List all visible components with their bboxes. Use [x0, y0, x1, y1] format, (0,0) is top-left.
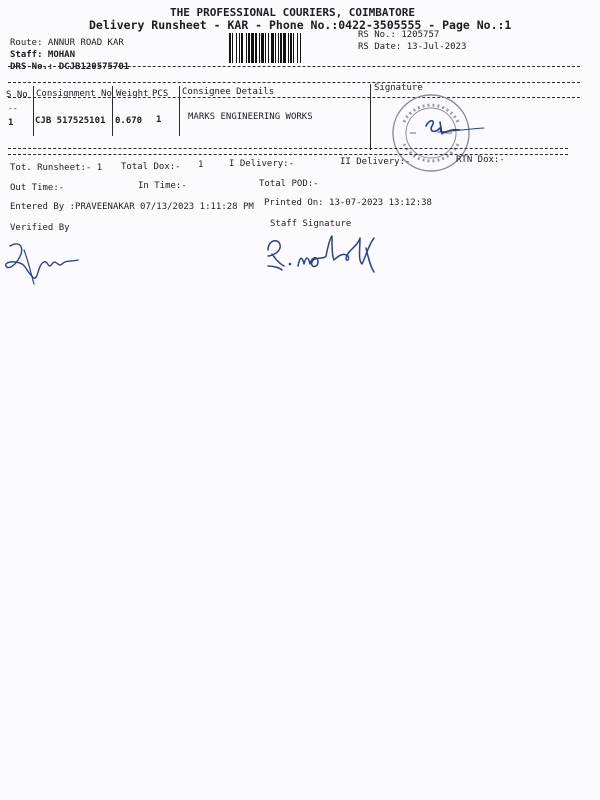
- total-pod: Total POD:-: [259, 179, 319, 189]
- row-consignee: MARKS ENGINEERING WORKS: [188, 112, 313, 122]
- company-title: THE PROFESSIONAL COURIERS, COIMBATORE: [170, 6, 416, 19]
- col-sno: S No: [6, 90, 28, 100]
- separator-line: [8, 82, 580, 83]
- column-divider: [370, 84, 371, 150]
- printed-on: Printed On: 13-07-2023 13:12:38: [264, 198, 432, 208]
- i-delivery: I Delivery:-: [229, 159, 295, 169]
- dash-mark: --: [8, 104, 18, 113]
- row-sno: 1: [8, 118, 14, 128]
- col-weight: Weight: [116, 89, 149, 99]
- staff-signature-label: Staff Signature: [270, 219, 352, 229]
- column-divider: [179, 86, 180, 136]
- separator-line: [8, 66, 580, 67]
- staff-signature: [262, 226, 386, 276]
- verified-by-label: Verified By: [10, 223, 70, 233]
- col-signature: Signature: [374, 83, 423, 93]
- receiver-signature: [420, 112, 492, 146]
- rs-date: RS Date: 13-Jul-2023: [358, 42, 467, 52]
- rs-number: RS No.: 1205757: [358, 30, 440, 40]
- separator-line: [8, 97, 580, 98]
- staff-text: Staff: MOHAN: [10, 50, 76, 60]
- row-pcs: 1: [156, 115, 162, 125]
- drs-number: DRS No.: DCJB120575701: [10, 62, 130, 72]
- column-divider: [112, 86, 113, 136]
- in-time: In Time:-: [138, 181, 187, 191]
- col-consignment: Consignment No: [36, 89, 112, 99]
- verifier-signature: [4, 234, 84, 288]
- total-runsheet: Tot. Runsheet:- 1: [10, 163, 103, 173]
- separator-line: [8, 148, 568, 149]
- column-divider: [33, 86, 34, 136]
- total-dox-value: 1: [198, 160, 204, 170]
- row-consignment: CJB 517525101: [35, 116, 106, 126]
- out-time: Out Time:-: [10, 183, 65, 193]
- col-pcs: PCS: [152, 89, 169, 99]
- ii-delivery: II Delivery:-: [340, 157, 411, 167]
- runsheet-subtitle: Delivery Runsheet - KAR - Phone No.:0422-3505555 - Page No.:1: [89, 18, 512, 32]
- total-dox-label: Total Dox:-: [121, 162, 181, 172]
- rtn-dox: RTN Dox:-: [456, 155, 505, 165]
- barcode-image: [228, 33, 352, 63]
- entered-by: Entered By :PRAVEENAKAR 07/13/2023 1:11:28 PM: [10, 202, 254, 212]
- col-details: Consignee Details: [182, 87, 275, 97]
- row-weight: 0.670: [115, 116, 143, 126]
- route-text: Route: ANNUR ROAD KAR: [10, 38, 124, 48]
